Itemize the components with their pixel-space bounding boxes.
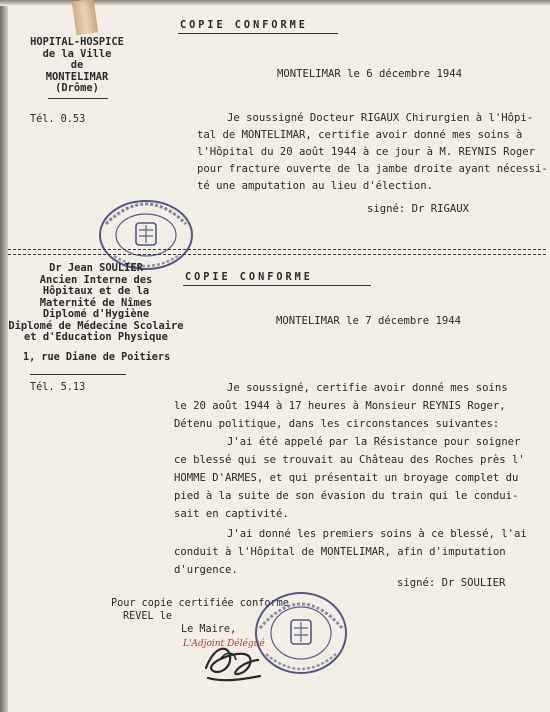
doc2-heading-underline [183, 285, 371, 286]
doc1-heading: COPIE CONFORME [180, 20, 308, 31]
doc1-date: MONTELIMAR le 6 décembre 1944 [277, 68, 462, 80]
doc2-address: 1, rue Diane de Poitiers [23, 352, 171, 363]
body-line: Détenu politique, dans les circonstances suivantes: [174, 418, 500, 430]
body-line: té une amputation au lieu d'élection. [197, 180, 433, 192]
letterhead-underline [48, 98, 108, 99]
body-line: ce blessé qui se trouvait au Château des Roches près l' [174, 454, 525, 466]
body-line: sait en captivité. [174, 508, 289, 520]
doc2-letterhead [6, 263, 186, 344]
certification-line: REVEL le [123, 611, 173, 622]
letterhead-line: HOPITAL-HOSPICE [30, 36, 124, 48]
letterhead-line: Diplomé d'Hygiène [42, 308, 150, 320]
doc1-tel: Tél. 0.53 [30, 114, 86, 125]
doc1-letterhead [22, 37, 132, 95]
letterhead-line: Ancien Interne des [39, 273, 153, 286]
letterhead-line: et d'Education Physique [24, 331, 168, 343]
doc2-tel: Tél. 5.13 [30, 382, 86, 393]
body-line: pied à la suite de son évasion du train qui le condui- [174, 490, 519, 502]
body-line: tal de MONTELIMAR, certifie avoir donné mes soins à [197, 129, 523, 141]
letterhead-line: MONTELIMAR [45, 70, 109, 83]
body-line: J'ai donné les premiers soins à ce blessé, l'ai [227, 528, 527, 540]
body-line: Je soussigné, certifie avoir donné mes soins [227, 382, 508, 394]
letterhead-line: de la Ville [42, 47, 112, 60]
body-line: Je soussigné Docteur RIGAUX Chirurgien à l'Hôpi- [227, 112, 534, 124]
doc2-heading: COPIE CONFORME [185, 272, 313, 283]
doc2-signature: signé: Dr SOULIER [397, 577, 506, 589]
section-divider [8, 249, 546, 255]
scan-edge-left [0, 0, 8, 712]
doc1-heading-underline [178, 33, 338, 34]
body-line: pour fracture ouverte de la jambe droite ayant nécessi- [197, 163, 548, 175]
letterhead-line: Dr Jean SOULIER [49, 262, 143, 274]
adhesive-tape [72, 0, 99, 35]
letterhead-line: de [70, 59, 84, 71]
body-line: HOMME D'ARMES, et qui présentait un broyage complet du [174, 472, 519, 484]
doc2-date: MONTELIMAR le 7 décembre 1944 [276, 315, 461, 327]
certification-line: Le Maire, [181, 624, 237, 635]
doc1-signature: signé: Dr RIGAUX [367, 203, 470, 215]
letterhead-line: Maternité de Nîmes [39, 296, 153, 309]
letterhead-line: (Drôme) [55, 82, 99, 94]
body-line: le 20 août 1944 à 17 heures à Monsieur REYNIS Roger, [174, 400, 506, 412]
letterhead-line: Diplomé de Médecine Scolaire [8, 319, 184, 332]
certification-line: Pour copie certifiée conforme [111, 598, 289, 609]
mairie-stamp-1 [96, 190, 196, 270]
address-underline [30, 374, 126, 375]
handwritten-signature [200, 638, 270, 684]
letterhead-line: Hôpitaux et de la [42, 285, 150, 297]
body-line: J'ai été appelé par la Résistance pour soigner [227, 436, 521, 448]
body-line: conduit à l'Hôpital de MONTELIMAR, afin d'imputation [174, 546, 506, 558]
body-line: d'urgence. [174, 564, 238, 576]
body-line: l'Hôpital du 20 août 1944 à ce jour à M. REYNIS Roger [197, 146, 536, 158]
adjoint-stamp: L'Adjoint Délégué [183, 639, 265, 649]
